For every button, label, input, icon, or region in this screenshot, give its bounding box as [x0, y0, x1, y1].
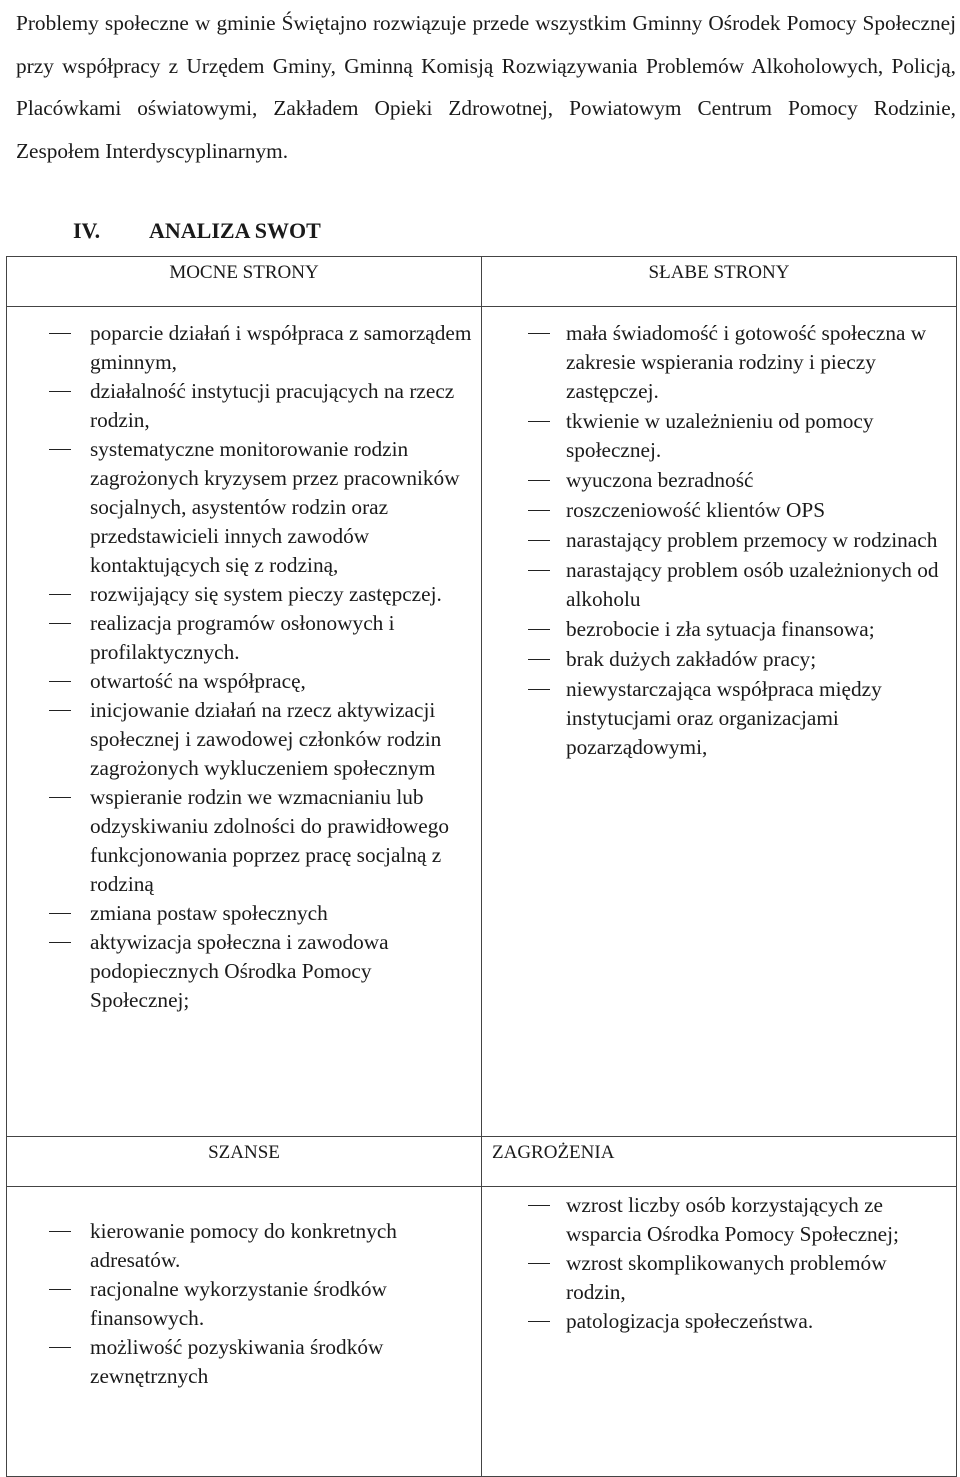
opportunities-item-text: możliwość pozyskiwania środków zewnętrznych	[90, 1335, 384, 1388]
strengths-item-text: otwartość na współpracę,	[90, 669, 306, 693]
threats-item-text: patologizacja społeczeństwa.	[566, 1309, 814, 1333]
weaknesses-item-text: narastający problem osób uzależnionych od alkoholu	[566, 558, 939, 611]
weaknesses-cell	[482, 307, 957, 1137]
dash-bullet-icon	[49, 913, 71, 914]
swot-header-row-top	[7, 257, 957, 307]
dash-bullet-icon	[528, 570, 550, 571]
strengths-item-text: zmiana postaw społecznych	[90, 901, 328, 925]
swot-table	[6, 256, 957, 1477]
strengths-item	[7, 377, 481, 435]
dash-bullet-icon	[528, 689, 550, 690]
dash-bullet-icon	[528, 510, 550, 511]
strengths-item-text: rozwijający się system pieczy zastępczej.	[90, 582, 442, 606]
threats-item-text: wzrost liczby osób korzystających ze wsparcia Ośrodka Pomocy Społecznej;	[566, 1193, 899, 1246]
strengths-item-text: aktywizacja społeczna i zawodowa podopiecznych Ośrodka Pomocy Społecznej;	[90, 930, 389, 1012]
threats-item	[482, 1249, 956, 1307]
section-number: IV.	[73, 218, 101, 243]
weaknesses-item	[482, 675, 956, 762]
strengths-item	[7, 928, 481, 1015]
strengths-list	[7, 319, 481, 1015]
threats-item	[482, 1191, 956, 1249]
opportunities-item	[7, 1275, 481, 1333]
strengths-item-text: realizacja programów osłonowych i profilaktycznych.	[90, 611, 395, 664]
dash-bullet-icon	[49, 942, 71, 943]
weaknesses-item-text: mała świadomość i gotowość społeczna w zakresie wspierania rodziny i pieczy zastępczej.	[566, 321, 927, 403]
weaknesses-item-text: brak dużych zakładów pracy;	[566, 647, 817, 671]
weaknesses-item-text: roszczeniowość klientów OPS	[566, 498, 826, 522]
dash-bullet-icon	[49, 797, 71, 798]
strengths-item	[7, 435, 481, 580]
weaknesses-item	[482, 615, 956, 644]
dash-bullet-icon	[49, 391, 71, 392]
dash-bullet-icon	[49, 449, 71, 450]
dash-bullet-icon	[528, 333, 550, 334]
dash-bullet-icon	[528, 540, 550, 541]
dash-bullet-icon	[49, 710, 71, 711]
weaknesses-item	[482, 556, 956, 614]
threats-cell	[482, 1187, 957, 1477]
opportunities-list	[7, 1217, 481, 1391]
weaknesses-item-text: wyuczona bezradność	[566, 468, 754, 492]
swot-header-row-bottom	[7, 1137, 957, 1187]
strengths-item	[7, 580, 481, 609]
weaknesses-item-text: narastający problem przemocy w rodzinach	[566, 528, 938, 552]
section-title: ANALIZA SWOT	[149, 218, 321, 243]
strengths-cell	[7, 307, 482, 1137]
dash-bullet-icon	[49, 594, 71, 595]
threats-item-text: wzrost skomplikowanych problemów rodzin,	[566, 1251, 887, 1304]
strengths-item	[7, 609, 481, 667]
weaknesses-item	[482, 526, 956, 555]
weaknesses-item-text: niewystarczająca współpraca między instytucjami oraz organizacjami pozarządowymi,	[566, 677, 882, 759]
weaknesses-item	[482, 645, 956, 674]
opportunities-header: SZANSE	[7, 1137, 482, 1187]
dash-bullet-icon	[49, 681, 71, 682]
swot-content-row-bottom	[7, 1187, 957, 1477]
dash-bullet-icon	[528, 1263, 550, 1264]
weaknesses-item-text: tkwienie w uzależnieniu od pomocy społecznej.	[566, 409, 874, 462]
strengths-item-text: działalność instytucji pracujących na rzecz rodzin,	[90, 379, 455, 432]
threats-header: ZAGROŻENIA	[482, 1137, 957, 1187]
strengths-header: MOCNE STRONY	[7, 257, 482, 307]
opportunities-item	[7, 1217, 481, 1275]
dash-bullet-icon	[49, 1231, 71, 1232]
strengths-item-text: inicjowanie działań na rzecz aktywizacji społecznej i zawodowej członków rodzin zagrożonych wykluczeniem społecznym	[90, 698, 442, 780]
swot-content-row-top	[7, 307, 957, 1137]
strengths-item	[7, 899, 481, 928]
opportunities-item-text: racjonalne wykorzystanie środków finansowych.	[90, 1277, 387, 1330]
weaknesses-list	[482, 319, 956, 762]
weaknesses-item	[482, 496, 956, 525]
weaknesses-item	[482, 407, 956, 465]
weaknesses-item	[482, 466, 956, 495]
dash-bullet-icon	[528, 1205, 550, 1206]
dash-bullet-icon	[528, 1321, 550, 1322]
dash-bullet-icon	[528, 421, 550, 422]
strengths-item-text: wspieranie rodzin we wzmacnianiu lub odzyskiwaniu zdolności do prawidłowego funkcjonowania poprzez pracę socjalną z rodziną	[90, 785, 450, 896]
strengths-item	[7, 667, 481, 696]
strengths-item	[7, 319, 481, 377]
dash-bullet-icon	[528, 629, 550, 630]
opportunities-cell	[7, 1187, 482, 1477]
dash-bullet-icon	[49, 333, 71, 334]
weaknesses-item	[482, 319, 956, 406]
weaknesses-header: SŁABE STRONY	[482, 257, 957, 307]
opportunities-item	[7, 1333, 481, 1391]
dash-bullet-icon	[49, 1347, 71, 1348]
opportunities-item-text: kierowanie pomocy do konkretnych adresatów.	[90, 1219, 397, 1272]
strengths-item-text: poparcie działań i współpraca z samorządem gminnym,	[90, 321, 472, 374]
strengths-item-text: systematyczne monitorowanie rodzin zagrożonych kryzysem przez pracowników socjalnych, asystentów rodzin oraz przedstawicieli innych zawodów kontaktujących się z rodziną,	[90, 437, 460, 577]
dash-bullet-icon	[49, 623, 71, 624]
dash-bullet-icon	[49, 1289, 71, 1290]
strengths-item	[7, 696, 481, 783]
dash-bullet-icon	[528, 659, 550, 660]
threats-item	[482, 1307, 956, 1336]
weaknesses-item-text: bezrobocie i zła sytuacja finansowa;	[566, 617, 875, 641]
intro-paragraph: Problemy społeczne w gminie Świętajno rozwiązuje przede wszystkim Gminny Ośrodek Pomocy Społecznej przy współpracy z Urzędem Gminy, Gminną Komisją Rozwiązywania Problemów Alkoholowych, Policją, Placówkami oświatowymi, Zakładem Opieki Zdrowotnej, Powiatowym Centrum Pomocy Rodzinie, Zespołem Interdyscyplinarnym.	[16, 11, 956, 164]
section-heading	[73, 214, 321, 248]
strengths-item	[7, 783, 481, 899]
threats-list	[482, 1191, 956, 1336]
dash-bullet-icon	[528, 480, 550, 481]
